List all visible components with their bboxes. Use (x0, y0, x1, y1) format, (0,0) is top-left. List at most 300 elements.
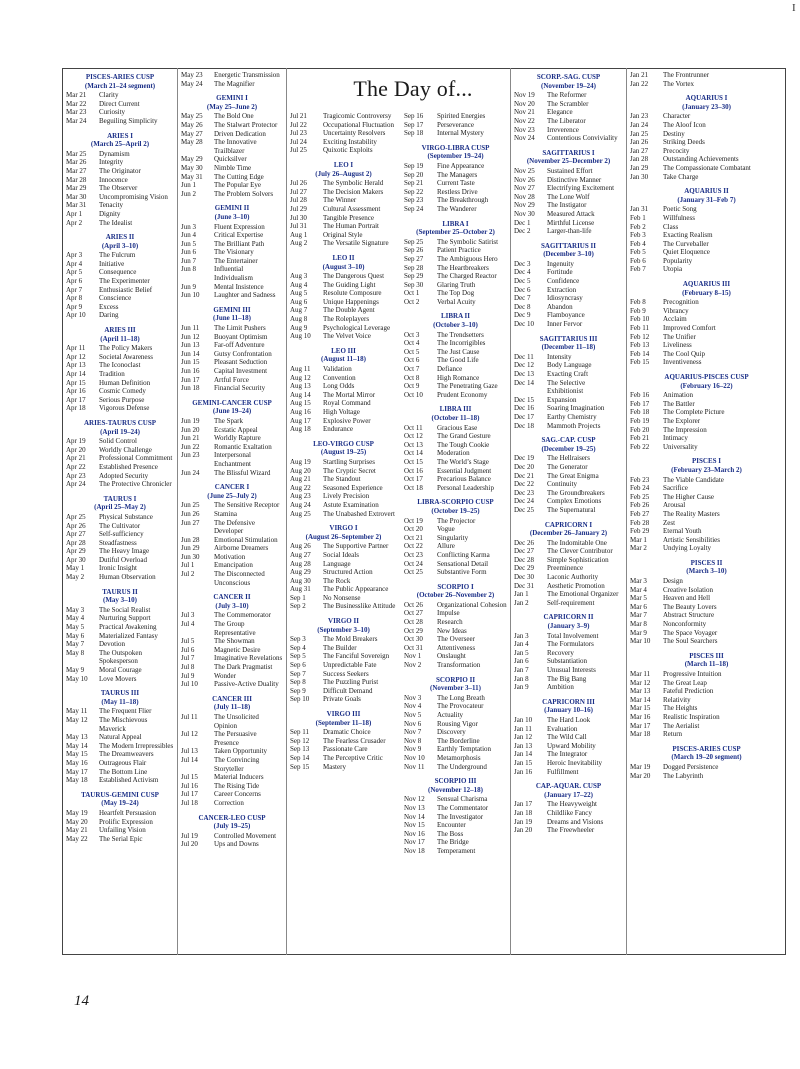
day-entry (66, 260, 174, 269)
entry-date: Jun 11 (181, 324, 200, 333)
entry-title: Striking Deeds (663, 138, 705, 147)
day-entry (66, 303, 174, 312)
day-entry (514, 489, 623, 498)
day-entry (514, 590, 623, 599)
entry-date: Sep 19 (404, 161, 424, 170)
day-entry (404, 702, 507, 711)
day-entry (181, 190, 283, 199)
entry-date: Apr 11 (66, 344, 86, 353)
entry-date: Feb 9 (630, 306, 646, 315)
day-entry (290, 492, 397, 501)
day-entry (66, 742, 174, 751)
day-entry (290, 594, 397, 603)
entry-date: Apr 27 (66, 530, 86, 539)
day-entry (181, 121, 283, 130)
day-entry (181, 840, 283, 849)
section-range: (December 11–18) (541, 343, 596, 352)
entry-date: Sep 16 (404, 112, 424, 120)
entry-title: The Innovative Trailblazer (214, 138, 257, 155)
entry-date: Oct 4 (404, 339, 420, 348)
entry-title: Natural Appeal (99, 733, 142, 742)
day-entry (66, 167, 174, 176)
day-entry (514, 759, 623, 768)
entry-date: Feb 18 (630, 408, 650, 417)
entry-date: Aug 9 (290, 323, 308, 332)
entry-date: Jan 31 (630, 205, 649, 214)
day-entry (66, 759, 174, 768)
entry-title: Laughter and Sadness (214, 291, 276, 300)
day-entry (290, 458, 397, 467)
entry-title: Attentiveness (437, 643, 476, 652)
corner-mark: I (792, 2, 796, 14)
entry-date: Dec 8 (514, 302, 531, 311)
entry-date: Oct 18 (404, 483, 423, 492)
entry-title: Imaginative Revelations (214, 654, 283, 663)
entry-date: Jul 15 (181, 773, 198, 782)
section-range: (January 10–16) (544, 706, 593, 715)
entry-date: Jul 14 (181, 755, 198, 764)
entry-date: Jan 13 (514, 741, 533, 750)
entry-date: Apr 25 (66, 512, 86, 521)
entry-title: Substantive Form (437, 568, 487, 577)
entry-date: Apr 5 (66, 268, 83, 277)
entry-title: Psychological Leverage (323, 323, 391, 332)
entry-date: Nov 23 (514, 125, 535, 134)
section-range: (February 23–March 2) (671, 465, 742, 474)
day-entry (181, 747, 283, 756)
entry-title: The Generator (547, 462, 588, 471)
entry-date: May 25 (181, 112, 203, 121)
entry-date: Jan 8 (514, 674, 529, 683)
entry-title: The Unsolicited Opinion (214, 712, 259, 730)
section-name: CANCER II (213, 593, 251, 602)
entry-date: Jan 20 (514, 826, 533, 835)
section-heading (514, 242, 623, 259)
entry-title: The Just Cause (437, 347, 480, 356)
entry-title: The Frontrunner (663, 71, 710, 79)
entry-date: Aug 25 (290, 509, 311, 518)
entry-title: The Popular Eye (214, 181, 262, 190)
section-name: SCORPIO III (434, 777, 477, 786)
day-entry (404, 542, 507, 551)
entry-date: Mar 21 (66, 91, 87, 100)
day-entry (404, 112, 507, 121)
entry-date: Jul 13 (181, 747, 198, 756)
entry-date: Jul 12 (181, 730, 198, 739)
entry-date: Oct 6 (404, 356, 420, 365)
day-entry (630, 611, 783, 620)
entry-date: Dec 5 (514, 277, 531, 286)
day-entry (630, 257, 783, 266)
entry-title: Direct Current (99, 99, 140, 108)
entry-date: Mar 27 (66, 166, 87, 175)
entry-date: May 30 (181, 163, 203, 172)
day-entry (181, 773, 283, 782)
day-entry (181, 799, 283, 808)
entry-title: Arousal (663, 501, 686, 510)
section-heading (630, 559, 783, 576)
entry-title: The Managers (437, 170, 478, 179)
day-entry (181, 138, 283, 155)
day-entry (181, 283, 283, 292)
day-entry (66, 640, 174, 649)
day-entry (66, 268, 174, 277)
day-entry (514, 311, 623, 320)
day-entry (514, 547, 623, 556)
day-entry (290, 542, 397, 551)
day-entry (66, 361, 174, 370)
entry-title: Design (663, 577, 683, 586)
entry-title: Correction (214, 798, 244, 807)
day-entry (290, 146, 397, 155)
entry-date: Dec 30 (514, 573, 535, 582)
day-entry (181, 713, 283, 730)
entry-title: Serious Purpose (99, 395, 145, 404)
entry-date: Nov 9 (404, 745, 422, 754)
entry-date: Sep 6 (290, 661, 306, 670)
entry-title: Simple Sophistication (547, 555, 609, 564)
entry-title: Impulse (437, 609, 460, 618)
day-entry (404, 813, 507, 822)
section-range: (March 3–10) (686, 567, 727, 576)
day-entry (290, 324, 397, 333)
day-entry (66, 454, 174, 463)
section-heading (181, 814, 283, 831)
day-entry (66, 396, 174, 405)
section-name: CANCER-LEO CUSP (198, 813, 266, 822)
entry-date: Jul 23 (290, 129, 307, 138)
section-range: (July 26–August 2) (315, 169, 372, 178)
entry-title: The Ambiguous Hero (437, 254, 498, 263)
entry-date: Mar 13 (630, 687, 651, 696)
day-entry (514, 666, 623, 675)
entry-title: Prudent Economy (437, 390, 488, 399)
entry-title: Personal Leadership (437, 483, 494, 492)
entry-date: Feb 13 (630, 341, 650, 350)
entry-date: Nov 8 (404, 736, 422, 745)
section-name: TAURUS-GEMINI CUSP (81, 790, 159, 799)
entry-title: The Reformer (547, 91, 587, 100)
entry-date: Feb 11 (630, 324, 649, 333)
day-entry (514, 826, 623, 835)
entry-title: The Fearless Crusader (323, 736, 386, 745)
section-heading (514, 521, 623, 538)
entry-date: Dec 19 (514, 454, 535, 463)
entry-date: Mar 24 (66, 116, 87, 125)
entry-date: Jul 29 (290, 204, 307, 213)
entry-title: Passionate Care (323, 745, 368, 754)
day-entry (66, 707, 174, 716)
entry-date: May 29 (181, 155, 203, 164)
day-entry (514, 303, 623, 312)
day-entry (630, 629, 783, 638)
entry-title: Relativity (663, 695, 691, 704)
entry-date: Apr 22 (66, 462, 86, 471)
section-name: LEO III (331, 346, 356, 355)
section-heading (630, 652, 783, 669)
entry-title: Seasoned Experience (323, 483, 383, 492)
day-entry (66, 547, 174, 556)
entry-date: Jan 7 (514, 666, 529, 674)
day-entry (514, 396, 623, 405)
entry-title: Mirthful License (547, 218, 595, 227)
entry-date: Feb 1 (630, 213, 646, 222)
entry-title: Elegance (547, 108, 573, 117)
day-entry (290, 484, 397, 493)
entry-date: Aug 19 (290, 457, 311, 466)
day-entry (181, 291, 283, 300)
entry-title: The Curveballer (663, 239, 709, 248)
entry-date: Nov 19 (514, 91, 535, 100)
entry-title: The Decision Makers (323, 187, 384, 196)
entry-date: Jan 30 (630, 172, 649, 181)
day-entry (404, 847, 507, 856)
entry-date: May 17 (66, 767, 88, 776)
entry-date: Dec 29 (514, 564, 535, 573)
section-name: TAURUS II (102, 587, 138, 596)
day-entry (66, 530, 174, 539)
entry-date: Sep 13 (290, 745, 310, 754)
day-entry (404, 264, 507, 273)
section-heading (514, 613, 623, 630)
entry-title: The Freewheeler (547, 826, 595, 835)
day-entry (630, 594, 783, 603)
entry-title: Established Activism (99, 776, 159, 785)
entry-title: The Breakthrough (437, 196, 489, 205)
day-entry (630, 443, 783, 452)
day-entry (404, 830, 507, 839)
day-entry (66, 564, 174, 573)
entry-title: Fateful Prediction (663, 687, 714, 696)
entry-title: The Entertainer (214, 256, 258, 265)
section-name: ARIES-TAURUS CUSP (83, 418, 157, 427)
entry-date: Apr 23 (66, 471, 86, 480)
day-entry (181, 553, 283, 562)
entry-date: Sep 15 (290, 762, 310, 771)
entry-title: Zest (663, 518, 676, 527)
entry-title: The Heights (663, 704, 698, 713)
section-name: PISCES I (692, 457, 721, 466)
entry-title: The Space Voyager (663, 628, 718, 637)
entry-title: The Rising Tide (214, 781, 260, 790)
entry-date: May 11 (66, 707, 88, 716)
entry-date: Jul 7 (181, 654, 195, 663)
entry-title: The Stalwart Protector (214, 120, 278, 129)
day-entry (514, 675, 623, 684)
day-entry (290, 365, 397, 374)
entry-title: Love Movers (99, 674, 137, 683)
entry-date: Oct 31 (404, 643, 423, 652)
day-entry (290, 214, 397, 223)
entry-date: Jul 17 (181, 790, 198, 799)
entry-date: Oct 25 (404, 568, 423, 577)
entry-date: Sep 24 (404, 204, 424, 213)
section-name: VIRGO I (329, 524, 358, 533)
day-entry (630, 240, 783, 249)
day-entry (66, 176, 174, 185)
entry-title: The Wanderer (437, 204, 477, 213)
day-entry (290, 306, 397, 315)
section-name: CAPRICORN II (543, 613, 594, 622)
entry-title: Precognition (663, 298, 699, 307)
entry-title: Essential Judgment (437, 466, 492, 475)
day-entry (290, 425, 397, 434)
day-entry (404, 339, 507, 348)
entry-date: Dec 28 (514, 555, 535, 564)
day-entry (630, 307, 783, 316)
day-entry (404, 694, 507, 703)
day-entry (66, 826, 174, 835)
day-entry (630, 358, 783, 367)
entry-date: Sep 26 (404, 246, 424, 255)
day-entry (514, 454, 623, 463)
day-entry (404, 534, 507, 543)
entry-title: Steadfastness (99, 538, 137, 547)
day-entry (630, 544, 783, 553)
section-heading (290, 161, 397, 178)
entry-date: Jan 11 (514, 724, 532, 733)
entry-title: Consequence (99, 268, 137, 277)
entry-title: The Supportive Partner (323, 542, 389, 551)
entry-title: Sensual Charisma (437, 795, 488, 804)
day-entry (66, 556, 174, 565)
day-entry (181, 510, 283, 519)
section-name: AQUARIUS III (682, 280, 731, 289)
entry-title: The Protective Chronicler (99, 480, 172, 489)
entry-date: Oct 26 (404, 600, 423, 609)
day-entry (66, 623, 174, 632)
entry-title: The Vortex (663, 79, 695, 88)
entry-date: Mar 30 (66, 192, 87, 201)
entry-date: Sep 3 (290, 635, 306, 644)
entry-title: Glaring Truth (437, 280, 476, 289)
day-entry (630, 713, 783, 722)
entry-title: The Symbolic Herald (323, 179, 384, 188)
entry-title: Childlike Fancy (547, 808, 592, 817)
day-entry (290, 315, 397, 324)
day-entry (290, 754, 397, 763)
day-entry (290, 661, 397, 670)
entry-date: Nov 25 (514, 166, 535, 175)
entry-title: Idiosyncrasy (547, 294, 583, 303)
entry-date: Aug 17 (290, 416, 311, 425)
entry-title: Rousing Vigor (437, 719, 478, 728)
entry-title: Fine Appearance (437, 161, 485, 170)
section-name: CANCER III (212, 694, 252, 703)
day-entry (514, 725, 623, 734)
entry-title: Physical Substance (99, 512, 153, 521)
section-heading (181, 483, 283, 500)
day-entry (404, 737, 507, 746)
day-entry (404, 121, 507, 130)
entry-title: The Compassionate Combatant (663, 163, 751, 172)
day-entry (404, 551, 507, 560)
entry-date: Jun 13 (181, 341, 200, 350)
day-entry (290, 652, 397, 661)
section-heading (404, 676, 507, 693)
section-range: (May 3–10) (102, 596, 138, 605)
day-entry (66, 463, 174, 472)
entry-date: Dec 9 (514, 311, 531, 320)
entry-title: The Investigator (437, 812, 484, 821)
entry-title: The Grand Gesture (437, 432, 491, 441)
entry-title: The Impression (663, 425, 707, 434)
day-entry (630, 536, 783, 545)
section-heading (181, 399, 283, 416)
entry-title: Intimacy (663, 434, 688, 443)
entry-title: Inner Fervor (547, 320, 583, 329)
entry-title: The Iconoclast (99, 361, 141, 370)
entry-title: Innocence (99, 175, 128, 184)
entry-title: Ingenuity (547, 259, 574, 268)
section-range: (August 19–25) (320, 448, 367, 457)
entry-title: Professional Commitment (99, 454, 173, 463)
entry-date: May 18 (66, 776, 88, 785)
day-entry (290, 687, 397, 696)
day-entry (514, 193, 623, 202)
entry-title: The Social Realist (99, 605, 151, 614)
entry-title: The Higher Cause (663, 492, 714, 501)
day-entry (290, 577, 397, 586)
entry-title: Human Definition (99, 378, 151, 387)
day-entry (181, 181, 283, 190)
entry-title: Uncompromising Vision (99, 192, 168, 201)
section-heading (290, 440, 397, 457)
day-entry (630, 704, 783, 713)
entry-title: The Versatile Signature (323, 239, 389, 248)
entry-date: Jul 5 (181, 637, 195, 646)
day-entry (181, 333, 283, 342)
entry-date: May 20 (66, 817, 88, 826)
entry-title: Explosive Power (323, 416, 371, 425)
entry-date: Oct 29 (404, 626, 423, 635)
entry-date: Nov 27 (514, 184, 535, 193)
entry-date: Feb 29 (630, 527, 650, 536)
entry-date: May 12 (66, 715, 88, 724)
entry-date: Jul 28 (290, 196, 307, 205)
entry-date: Sep 21 (404, 179, 424, 188)
entry-date: Sep 28 (404, 263, 424, 272)
section-heading (404, 777, 507, 794)
entry-title: Continuity (547, 480, 577, 489)
entry-title: The Group Representative (214, 620, 256, 637)
section-heading (290, 347, 397, 364)
day-entry (514, 361, 623, 370)
entry-title: Ups and Downs (214, 840, 259, 849)
entry-title: Character (663, 112, 691, 121)
entry-title: Measured Attack (547, 209, 595, 218)
section-name: LIBRA-SCORPIO CUSP (417, 498, 494, 507)
section-range: (August 3–10) (322, 262, 365, 271)
entry-title: The Originator (99, 166, 141, 175)
entry-title: Astute Examination (323, 500, 379, 509)
entry-title: Spirited Energies (437, 112, 486, 120)
entry-date: Oct 20 (404, 525, 423, 534)
entry-title: Return (663, 730, 683, 739)
entry-title: Long Odds (323, 382, 355, 391)
day-entry (514, 742, 623, 751)
entry-title: Abandon (547, 302, 573, 311)
entry-date: Nov 18 (404, 846, 425, 855)
entry-title: The Commentator (437, 803, 489, 812)
day-entry (514, 184, 623, 193)
entry-date: Jan 23 (630, 112, 649, 121)
entry-date: Jan 19 (514, 817, 533, 826)
entry-title: Mental Insistence (214, 282, 264, 291)
entry-title: The Frequent Flier (99, 707, 152, 716)
day-entry (630, 205, 783, 214)
entry-title: Validation (323, 365, 352, 374)
